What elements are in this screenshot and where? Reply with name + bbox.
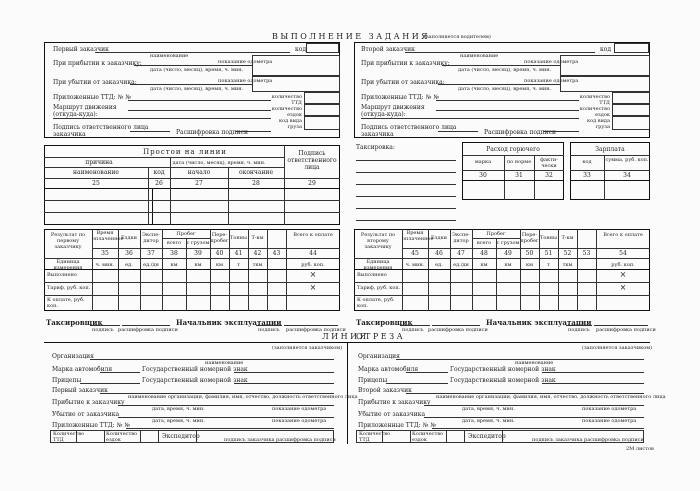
customer-sign-label: Подпись ответственного лица заказчика	[53, 124, 149, 138]
departure-label: При убытии от заказчика:	[53, 79, 137, 86]
departure-odometer-box[interactable]	[252, 76, 340, 92]
section-title-note: (заполняется водителем)	[424, 34, 491, 40]
cross-mark: ×	[619, 270, 627, 279]
cutline-word-line: ЛИНИЯ	[322, 332, 369, 341]
cross-mark: ×	[619, 283, 627, 292]
arrival-label: При прибытии к заказчику:	[53, 60, 142, 67]
cross-mark: ×	[309, 270, 317, 279]
code-box[interactable]	[306, 43, 339, 53]
waybill-back-side: ВЫПОЛНЕНИЕ ЗАДАНИЯ (заполняется водителем) Первый заказчик код наименование При прибытии к заказчику: показание одометра дата (число, месяц), время, ч. мин. При убытии от заказчика: показание одометра дата (число, месяц), время, ч. мин. Приложенные ТТД: № № количество ТТД Маршрут движения (откуда-куда): количество ездок код вида груза Подпись ответственного лица заказчика Расшифровка подписи Второй заказчик код наименование При прибытии к заказчику: показание одометра дата (число, месяц), время, ч. мин. При убытии от заказчика: показание одометра дата (число, месяц), время, ч. мин. Приложенные ТТД: № № количество ТТД Маршрут движения (откуда-куда): количество ездок код вида груза Подпись ответственного лица заказчика Расшифровка подписи Простои на линии Подпись ответственного лица причина дата (число, месяц), время, ч. мин. наименование код начало окончание 25 26 27 28 29 Таксировка: Расход горючего марка по норме факти-чески 30 31 32 Зарплата код сумма, руб. коп. 33 34 Результат по первому заказчику Время оплаченное Ездки Экспе-дитор Пробег всего с грузом Пере-пробег Тонны Т-км Всего к оплате 35 36 37 38 39 40 41 42 43 44 Единица измерения ч. мин. ед. ед./дн км км км т ткм руб. коп. Выполнено × Тариф, руб. коп. × К оплате, руб. коп. Результат по второму заказчику Время оплаченное Ездки Экспе-дитор Пробег всего с грузом Пере-пробег Тонны Т-км Всего к оплате 45 46 47 48 49 50 51 52 53 54 Единица измерения ч. мин. ед. ед./дн км км км т ткм руб. коп. Выполнено × Тариф, руб. коп. × К оплате, руб. коп. Таксировщик подпись расшифровка подписи Начальник эксплуатации подпись расшифровка подписи Таксировщик подпись расшифровка подписи Начальник эксплуатации подпись расшифровка подписи ЛИНИЯ ОТРЕЗА (заполняется заказчиком) Организация наименование Марка автомобиля Государственный номерной знак Прицепы Государственный номерной знак Первый заказчик наименование организации, фамилия, имя, отчество, должность ответственного лица Прибытие к заказчику дата, время, ч. мин. показание одометра Убытие от заказчика дата, время, ч. мин. показание одометра Приложенные ТТД: № № Количество ТТД Количество ездок Экспедитор подпись заказчика расшифровка подписи (заполняется заказчиком) Организация наименование Марка автомобиля Государственный номерной знак Прицепы Государственный номерной знак Второй заказчик наименование организации, фамилия, имя, отчество, должность ответственного лица Прибытие к заказчику дата, время, ч. мин. показание одометра Убытие от заказчика дата, время, ч. мин. показание одометра Приложенные ТТД: № № Количество ТТД Количество ездок Экспедитор подпись заказчика расшифровка подписи 2М листов	[0, 0, 700, 491]
cross-mark: ×	[309, 283, 317, 292]
taxation-label: Таксировка:	[356, 144, 395, 151]
downtime-title: Простои на линии	[143, 148, 227, 156]
route-label: Маршрут движения (откуда-куда):	[53, 104, 117, 118]
cutline-word-cut: ОТРЕЗА	[356, 332, 406, 341]
section-title: ВЫПОЛНЕНИЕ ЗАДАНИЯ	[272, 32, 431, 41]
arrival-odometer-box[interactable]	[252, 55, 340, 76]
code-label: код	[295, 46, 307, 53]
taxer-label: Таксировщик	[46, 318, 103, 327]
print-run-note: 2М листов	[626, 446, 654, 452]
attached-ttd-label: Приложенные ТТД: № №	[53, 94, 131, 101]
second-customer-label: Второй заказчик	[361, 46, 415, 53]
tear-organization-label: Организация	[52, 353, 94, 360]
chief-label: Начальник эксплуатации	[176, 318, 282, 327]
first-customer-label: Первый заказчик	[53, 46, 109, 53]
